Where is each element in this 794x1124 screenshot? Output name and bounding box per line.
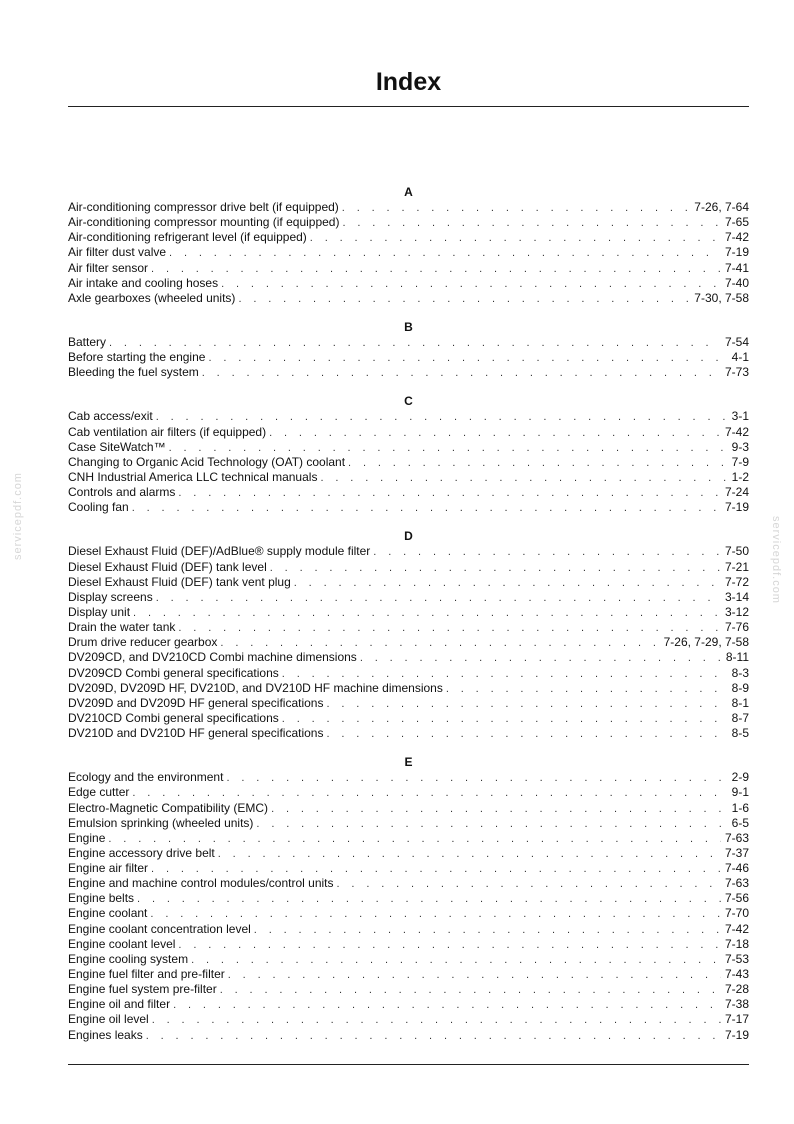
index-entry bbox=[68, 575, 749, 590]
entry-term: Cooling fan bbox=[68, 500, 129, 515]
index-entry bbox=[68, 200, 749, 215]
dot-leader bbox=[152, 1013, 721, 1028]
entry-term: Engine air filter bbox=[68, 861, 149, 876]
dot-leader bbox=[282, 712, 728, 727]
entry-term: Changing to Organic Acid Technology (OAT) coolant bbox=[68, 454, 346, 469]
entry-page: 1-2 bbox=[731, 469, 749, 484]
entry-term: DV210D and DV210D HF general specifications bbox=[68, 726, 324, 741]
dot-leader bbox=[133, 606, 721, 621]
index-entry bbox=[68, 470, 749, 485]
index-entry bbox=[68, 785, 749, 800]
entry-page: 7-30, 7-58 bbox=[694, 290, 749, 305]
dot-leader bbox=[156, 591, 721, 606]
dot-leader bbox=[269, 426, 721, 441]
entry-term: Diesel Exhaust Fluid (DEF)/AdBlue® supply module filter bbox=[68, 544, 371, 559]
index-entry bbox=[68, 770, 749, 785]
dot-leader bbox=[108, 832, 721, 847]
dot-leader bbox=[150, 907, 721, 922]
entry-page: 7-54 bbox=[724, 334, 749, 349]
entry-page: 8-11 bbox=[725, 650, 749, 665]
entry-term: Engine and machine control modules/control units bbox=[68, 876, 334, 891]
dot-leader bbox=[270, 561, 721, 576]
entry-term: Case SiteWatch™ bbox=[68, 439, 166, 454]
index-entry bbox=[68, 560, 749, 575]
entry-term: Engine coolant level bbox=[68, 936, 176, 951]
dot-leader bbox=[132, 501, 721, 516]
entry-page: 7-76 bbox=[724, 620, 749, 635]
index-entry bbox=[68, 485, 749, 500]
entry-term: Electro-Magnetic Compatibility (EMC) bbox=[68, 800, 269, 815]
index-entry bbox=[68, 335, 749, 350]
dot-leader bbox=[220, 636, 659, 651]
index-section bbox=[68, 528, 749, 741]
page-title: Index bbox=[375, 68, 442, 96]
dot-leader bbox=[220, 983, 721, 998]
dot-leader bbox=[208, 351, 727, 366]
index-entry bbox=[68, 425, 749, 440]
dot-leader bbox=[191, 953, 721, 968]
entry-term: Axle gearboxes (wheeled units) bbox=[68, 290, 236, 305]
index-entry bbox=[68, 982, 749, 997]
entry-page: 7-19 bbox=[724, 1027, 749, 1042]
entry-page: 7-24 bbox=[724, 485, 749, 500]
dot-leader bbox=[294, 576, 721, 591]
entry-term: Air-conditioning compressor mounting (if equipped) bbox=[68, 215, 340, 230]
entry-term: Bleeding the fuel system bbox=[68, 365, 199, 380]
entry-page: 7-26, 7-64 bbox=[694, 200, 749, 214]
entry-term: DV209CD, and DV210CD Combi machine dimensions bbox=[68, 650, 357, 665]
dot-leader bbox=[109, 336, 721, 351]
entry-page: 7-50 bbox=[724, 544, 749, 559]
index-entry bbox=[68, 891, 749, 906]
index-entry bbox=[68, 876, 749, 891]
entry-page: 3-1 bbox=[731, 409, 749, 424]
entry-term: Engine oil level bbox=[68, 1012, 149, 1027]
entry-page: 7-63 bbox=[724, 876, 749, 891]
index-section bbox=[68, 319, 749, 380]
dot-leader bbox=[326, 727, 727, 742]
entry-page: 8-1 bbox=[731, 695, 749, 710]
index-entry bbox=[68, 276, 749, 291]
dot-leader bbox=[137, 892, 721, 907]
index-entry bbox=[68, 500, 749, 515]
index-entry bbox=[68, 861, 749, 876]
entry-term: Engines leaks bbox=[68, 1027, 143, 1042]
index-entry bbox=[68, 906, 749, 921]
entry-page: 8-3 bbox=[731, 665, 749, 680]
dot-leader bbox=[342, 216, 720, 231]
entry-term: Air-conditioning refrigerant level (if equipped) bbox=[68, 230, 307, 245]
dot-leader bbox=[178, 938, 721, 953]
entry-page: 7-63 bbox=[724, 830, 749, 845]
entry-page: 4-1 bbox=[731, 350, 749, 365]
section-letter: B bbox=[404, 319, 413, 334]
entry-term: Engine accessory drive belt bbox=[68, 845, 215, 860]
entry-page: 7-73 bbox=[724, 365, 749, 380]
dot-leader bbox=[254, 923, 721, 938]
entry-term: DV210CD Combi general specifications bbox=[68, 710, 279, 725]
entry-page: 7-41 bbox=[724, 260, 749, 275]
entry-term: Air intake and cooling hoses bbox=[68, 275, 219, 290]
entry-term: Display unit bbox=[68, 604, 131, 619]
index-entry bbox=[68, 937, 749, 952]
entry-term: Engine oil and filter bbox=[68, 997, 171, 1012]
dot-leader bbox=[446, 682, 728, 697]
entry-page: 7-18 bbox=[724, 936, 749, 951]
entry-page: 7-70 bbox=[724, 906, 749, 921]
index-list bbox=[68, 184, 749, 1043]
dot-leader bbox=[238, 292, 690, 307]
index-section bbox=[68, 393, 749, 515]
dot-leader bbox=[342, 201, 691, 216]
entry-page: 7-21 bbox=[724, 559, 749, 574]
dot-leader bbox=[373, 545, 721, 560]
entry-page: 3-14 bbox=[724, 589, 749, 604]
dot-leader bbox=[360, 651, 722, 666]
dot-leader bbox=[156, 410, 728, 425]
dot-leader bbox=[226, 771, 727, 786]
entry-page: 7-56 bbox=[724, 891, 749, 906]
entry-page: 8-5 bbox=[731, 726, 749, 741]
entry-term: Display screens bbox=[68, 589, 153, 604]
entry-term: Cab ventilation air filters (if equipped) bbox=[68, 424, 267, 439]
index-entry bbox=[68, 696, 749, 711]
entry-page: 7-42 bbox=[724, 230, 749, 245]
dot-leader bbox=[178, 621, 721, 636]
dot-leader bbox=[271, 802, 728, 817]
dot-leader bbox=[202, 366, 721, 381]
entry-term: Emulsion sprinking (wheeled units) bbox=[68, 815, 254, 830]
entry-page: 7-9 bbox=[731, 454, 749, 469]
entry-page: 7-43 bbox=[724, 967, 749, 982]
entry-page: 7-37 bbox=[724, 845, 749, 860]
entry-term: Edge cutter bbox=[68, 785, 130, 800]
footer-rule bbox=[68, 1064, 749, 1065]
entry-page: 7-72 bbox=[724, 574, 749, 589]
entry-term: DV209CD Combi general specifications bbox=[68, 665, 279, 680]
entry-page: 7-40 bbox=[724, 275, 749, 290]
dot-leader bbox=[310, 231, 721, 246]
entry-page: 7-17 bbox=[724, 1012, 749, 1027]
section-letter: C bbox=[404, 394, 413, 409]
entry-page: 7-65 bbox=[724, 215, 749, 230]
index-entry bbox=[68, 440, 749, 455]
index-entry bbox=[68, 846, 749, 861]
index-entry bbox=[68, 409, 749, 424]
entry-page: 3-12 bbox=[724, 604, 749, 619]
index-entry bbox=[68, 726, 749, 741]
entry-term: Engine coolant bbox=[68, 906, 148, 921]
entry-page: 2-9 bbox=[731, 770, 749, 785]
entry-page: 1-6 bbox=[731, 800, 749, 815]
dot-leader bbox=[256, 817, 727, 832]
dot-leader bbox=[151, 262, 721, 277]
entry-page: 8-7 bbox=[731, 710, 749, 725]
entry-page: 7-53 bbox=[724, 951, 749, 966]
index-entry bbox=[68, 590, 749, 605]
dot-leader bbox=[173, 998, 721, 1013]
section-letter: E bbox=[404, 755, 413, 770]
entry-page: 7-42 bbox=[724, 921, 749, 936]
index-entry bbox=[68, 620, 749, 635]
entry-term: Drum drive reducer gearbox bbox=[68, 635, 218, 650]
section-letter: D bbox=[404, 529, 413, 544]
index-entry bbox=[68, 605, 749, 620]
index-entry bbox=[68, 967, 749, 982]
index-entry bbox=[68, 650, 749, 665]
index-entry bbox=[68, 816, 749, 831]
entry-page: 7-19 bbox=[724, 500, 749, 515]
index-entry bbox=[68, 215, 749, 230]
index-entry bbox=[68, 711, 749, 726]
entry-page: 6-5 bbox=[731, 815, 749, 830]
entry-term: Controls and alarms bbox=[68, 485, 176, 500]
entry-term: CNH Industrial America LLC technical manuals bbox=[68, 469, 318, 484]
entry-term: Engine fuel system pre-filter bbox=[68, 982, 217, 997]
dot-leader bbox=[326, 697, 727, 712]
dot-leader bbox=[132, 786, 727, 801]
index-entry bbox=[68, 455, 749, 470]
entry-term: Diesel Exhaust Fluid (DEF) tank level bbox=[68, 559, 267, 574]
dot-leader bbox=[169, 246, 721, 261]
index-section bbox=[68, 754, 749, 1043]
entry-page: 7-38 bbox=[724, 997, 749, 1012]
section-letter: A bbox=[404, 185, 413, 199]
index-entry bbox=[68, 997, 749, 1012]
entry-page: 7-19 bbox=[724, 245, 749, 260]
dot-leader bbox=[282, 667, 728, 682]
index-entry bbox=[68, 666, 749, 681]
dot-leader bbox=[221, 277, 721, 292]
header-rule bbox=[68, 106, 749, 107]
entry-term: DV209D and DV209D HF general specifications bbox=[68, 695, 324, 710]
index-section bbox=[68, 184, 749, 306]
index-entry bbox=[68, 230, 749, 245]
index-entry bbox=[68, 922, 749, 937]
entry-term: DV209D, DV209D HF, DV210D, and DV210D HF machine dimensions bbox=[68, 680, 443, 695]
entry-term: Air-conditioning compressor drive belt (if equipped) bbox=[68, 200, 339, 214]
index-entry bbox=[68, 635, 749, 650]
entry-term: Engine belts bbox=[68, 891, 135, 906]
entry-page: 9-3 bbox=[731, 439, 749, 454]
entry-term: Air filter sensor bbox=[68, 260, 149, 275]
dot-leader bbox=[169, 441, 728, 456]
index-entry bbox=[68, 245, 749, 260]
dot-leader bbox=[348, 456, 728, 471]
entry-page: 8-9 bbox=[731, 680, 749, 695]
entry-term: Engine coolant concentration level bbox=[68, 921, 251, 936]
entry-term: Battery bbox=[68, 334, 107, 349]
entry-page: 7-46 bbox=[724, 861, 749, 876]
entry-term: Engine fuel filter and pre-filter bbox=[68, 967, 225, 982]
entry-term: Drain the water tank bbox=[68, 620, 176, 635]
index-entry bbox=[68, 681, 749, 696]
entry-term: Before starting the engine bbox=[68, 350, 206, 365]
entry-page: 7-28 bbox=[724, 982, 749, 997]
entry-term: Ecology and the environment bbox=[68, 770, 224, 785]
index-entry bbox=[68, 1028, 749, 1043]
dot-leader bbox=[218, 847, 721, 862]
entry-page: 9-1 bbox=[731, 785, 749, 800]
dot-leader bbox=[151, 862, 721, 877]
entry-term: Engine bbox=[68, 830, 106, 845]
entry-term: Cab access/exit bbox=[68, 409, 153, 424]
watermark-left: servicepdf.com bbox=[12, 472, 24, 560]
dot-leader bbox=[320, 471, 727, 486]
index-entry bbox=[68, 365, 749, 380]
index-entry bbox=[68, 261, 749, 276]
entry-term: Air filter dust valve bbox=[68, 245, 167, 260]
dot-leader bbox=[146, 1029, 721, 1044]
index-entry bbox=[68, 544, 749, 559]
watermark-right: servicepdf.com bbox=[770, 516, 782, 604]
dot-leader bbox=[228, 968, 721, 983]
index-entry bbox=[68, 952, 749, 967]
entry-page: 7-26, 7-29, 7-58 bbox=[663, 635, 749, 650]
index-entry bbox=[68, 831, 749, 846]
index-entry bbox=[68, 291, 749, 306]
entry-term: Engine cooling system bbox=[68, 951, 189, 966]
dot-leader bbox=[337, 877, 721, 892]
entry-page: 7-42 bbox=[724, 424, 749, 439]
dot-leader bbox=[178, 486, 721, 501]
index-entry bbox=[68, 801, 749, 816]
entry-term: Diesel Exhaust Fluid (DEF) tank vent plug bbox=[68, 574, 291, 589]
index-entry bbox=[68, 350, 749, 365]
index-entry bbox=[68, 1012, 749, 1027]
